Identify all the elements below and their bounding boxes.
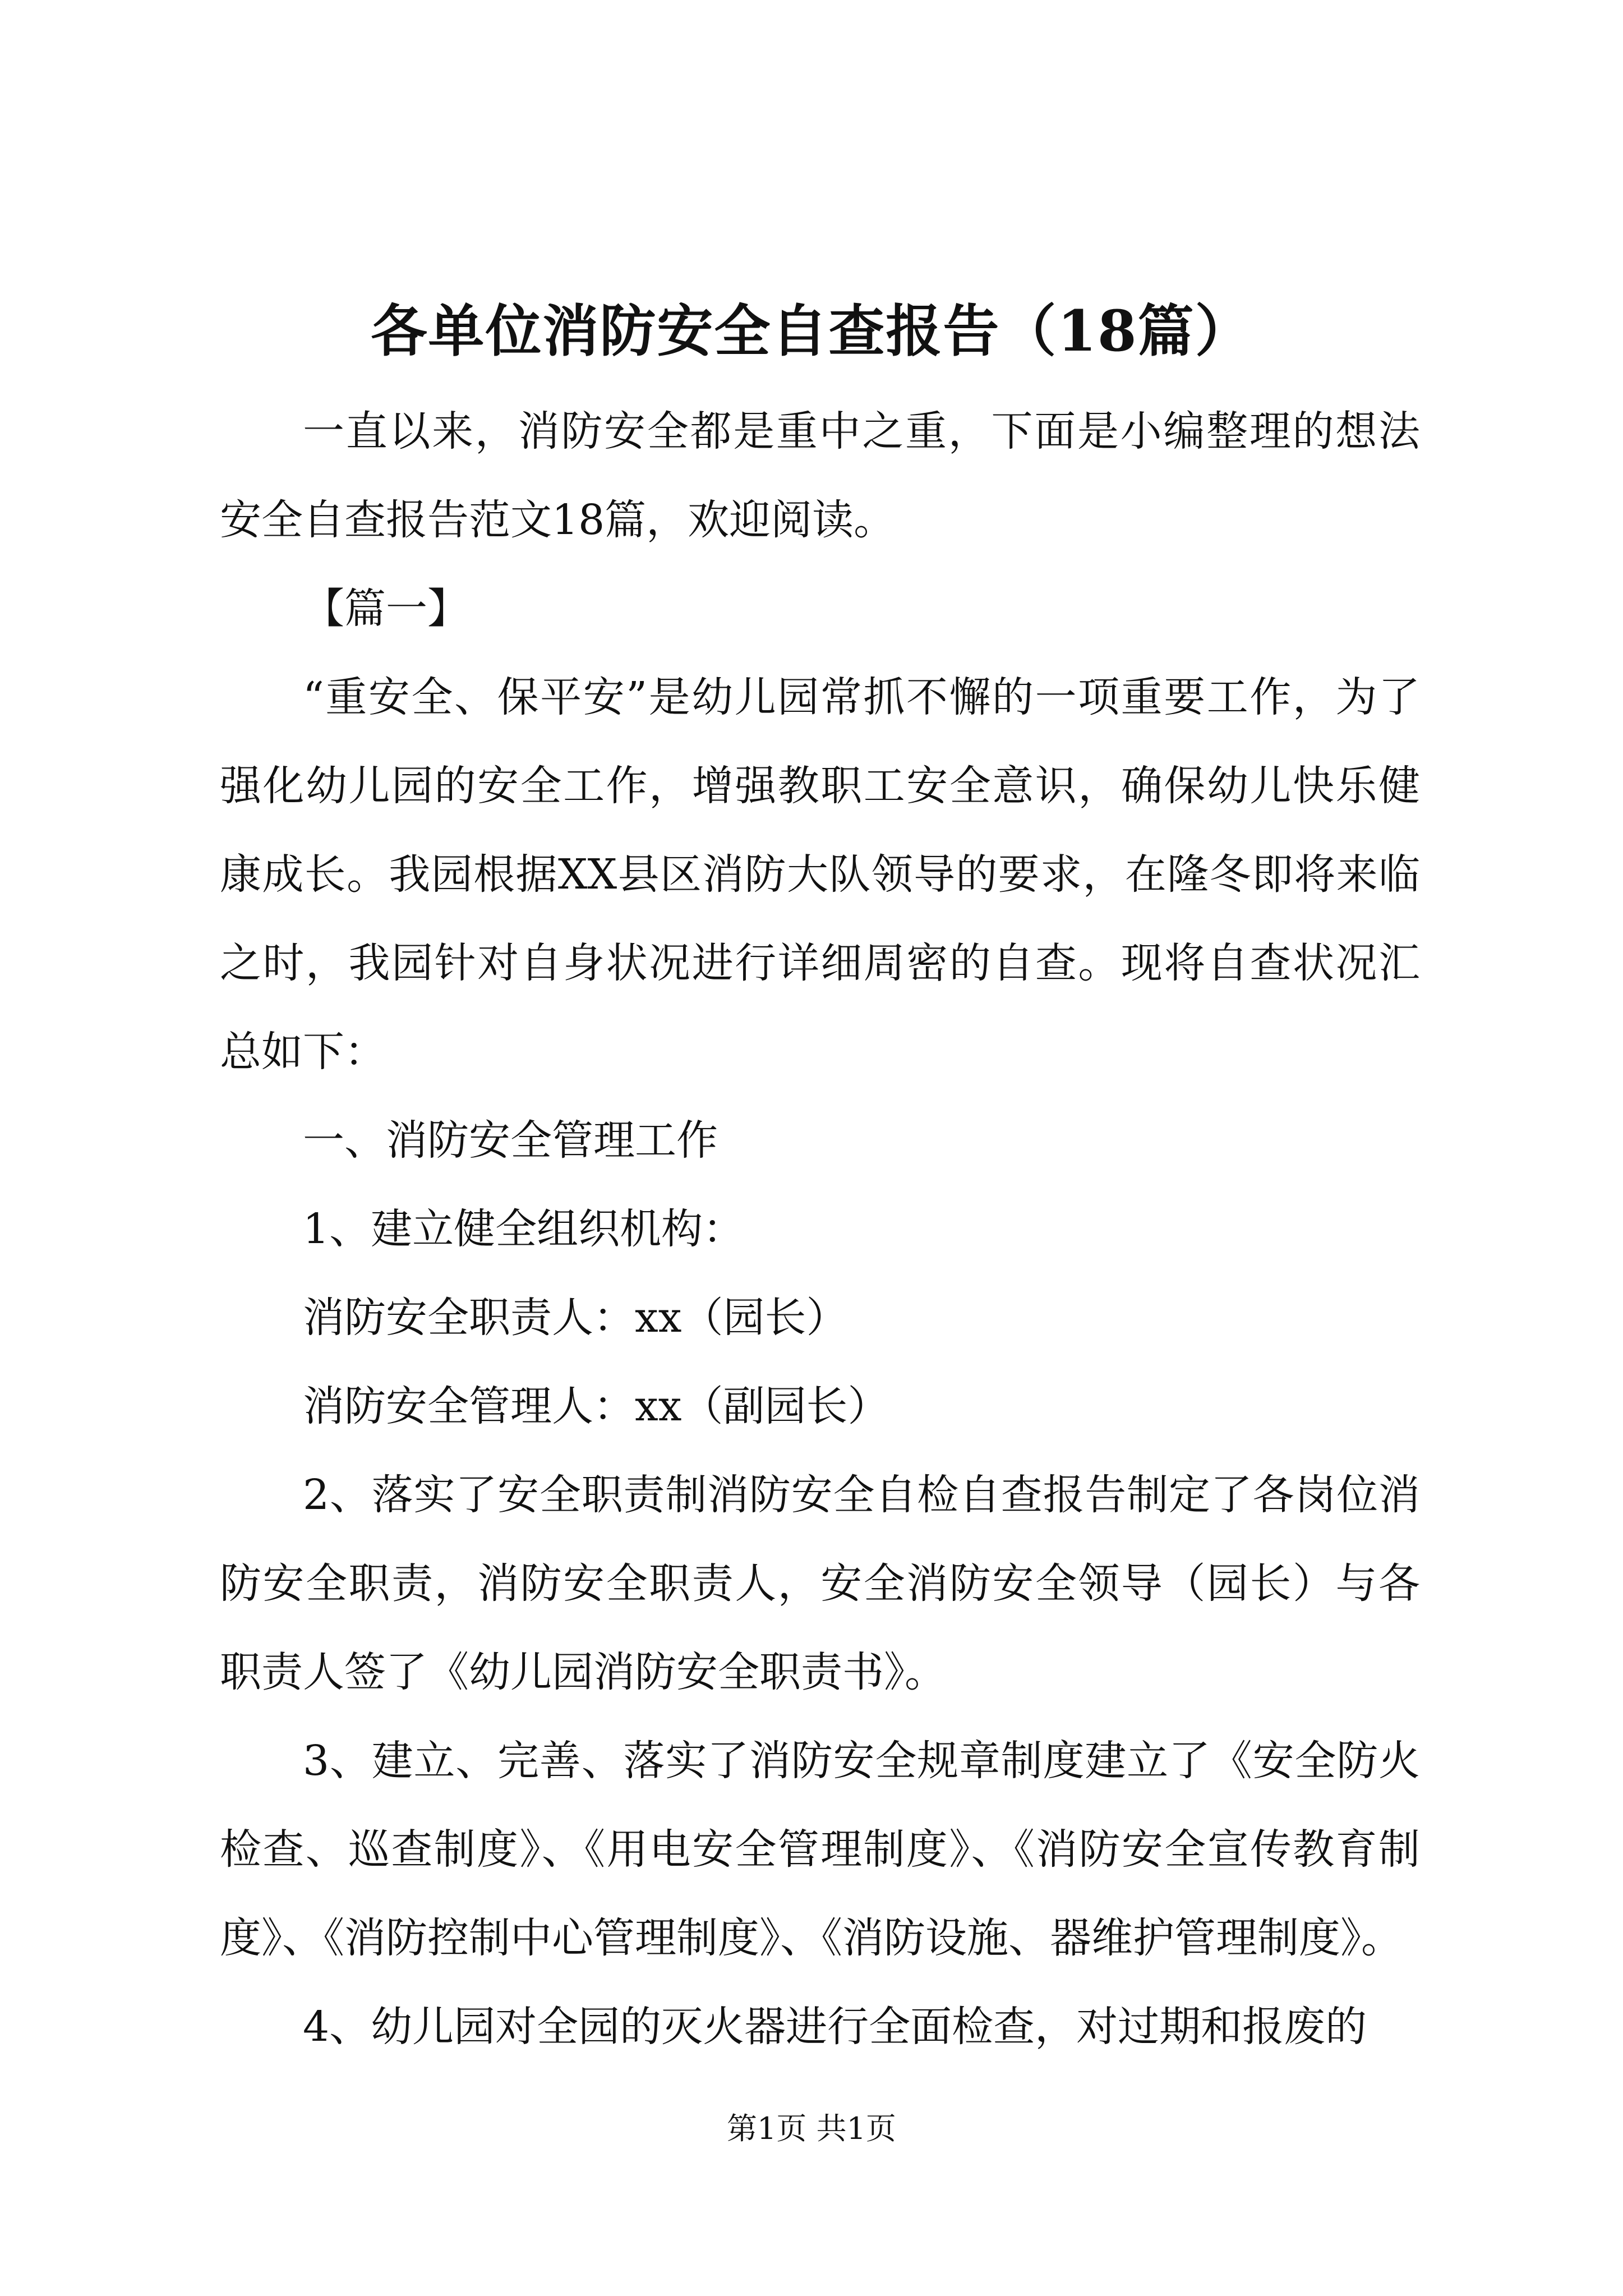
heading-fire-safety-management: 一、消防安全管理工作 [303,1116,718,1165]
paragraph-intro: 一直以来，消防安全都是重中之重，下面是小编整理的想法安全自查报告范文18篇，欢迎阅读。 [220,407,1420,544]
list-item-3-regulations: 3、建立、完善、落实了消防安全规章制度建立了《安全防火检查、巡查制度》、《用电安全管理制度》、《消防安全宣传教育制度》、《消防控制中心管理制度》、《消防设施、器维护管理制度》。 [220,1737,1420,1962]
responsible-person-line: 消防安全职责人：xx（园长） [303,1294,848,1342]
page-footer: 第1页 共1页 [727,2111,896,2146]
document-body [220,387,1420,2071]
paragraph-overview: “重安全、保平安”是幼儿园常抓不懈的一项重要工作，为了强化幼儿园的安全工作，增强教职工安全意识，确保幼儿快乐健康成长。我园根据XX县区消防大队领导的要求，在隆冬即将来临之时，我园针对自身状况进行详细周密的自查。现将自查状况汇总如下： [220,673,1420,1076]
list-item-1-organization: 1、建立健全组织机构： [303,1205,745,1253]
document-title: 各单位消防安全自查报告（18篇） [371,298,1252,364]
section-heading-part-one: 【篇一】 [303,585,469,633]
list-item-2-responsibility: 2、落实了安全职责制消防安全自检自查报告制定了各岗位消防安全职责，消防安全职责人，安全消防安全领导（园长）与各职责人签了《幼儿园消防安全职责书》。 [220,1471,1420,1696]
list-item-4-extinguishers: 4、幼儿园对全园的灭火器进行全面检查，对过期和报废的 [303,2003,1367,2051]
manager-person-line: 消防安全管理人：xx（副园长） [303,1382,889,1430]
